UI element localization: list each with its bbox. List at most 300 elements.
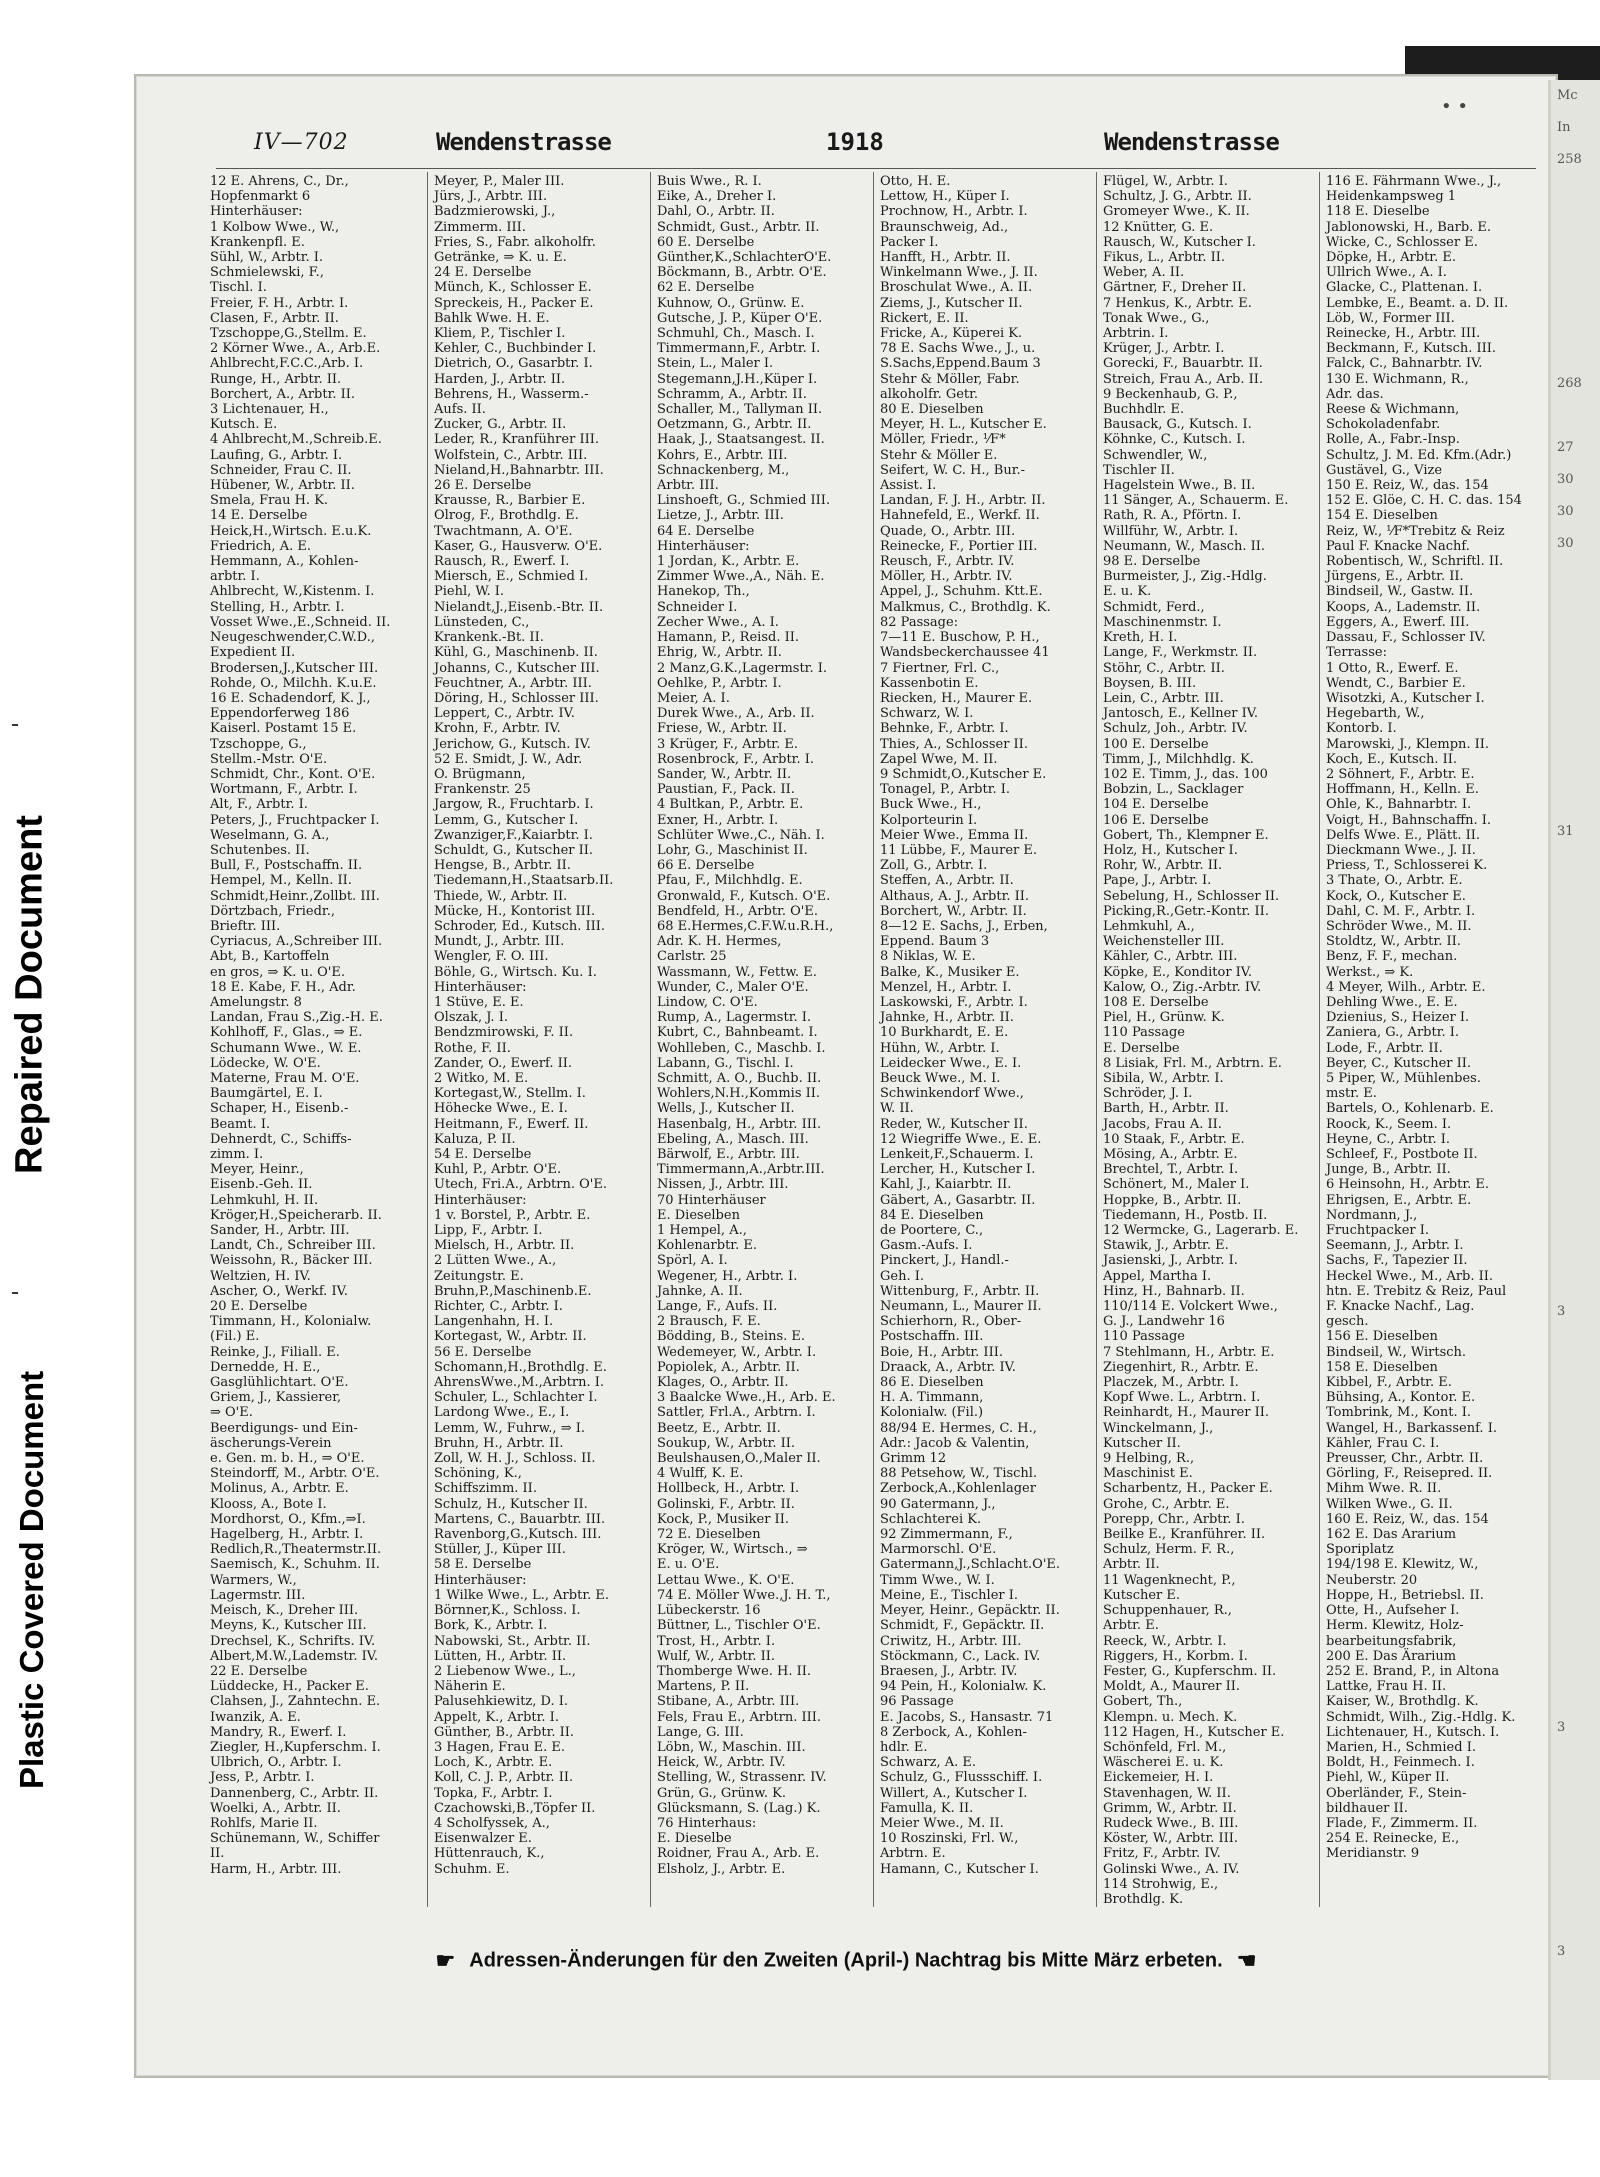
directory-entry: Delfs Wwe. E., Plätt. II.: [1326, 827, 1480, 843]
directory-entry: Pape, J., Arbtr. I.: [1103, 873, 1212, 889]
directory-entry: Lüddecke, H., Packer E.: [210, 1679, 369, 1695]
strip-fragment: [1557, 1648, 1600, 1680]
directory-entry: Pfau, F., Milchhdlg. E.: [657, 873, 803, 889]
directory-entry: Picking,R.,Getr.-Kontr. II.: [1103, 903, 1269, 919]
directory-entry: Rohlfs, Marie II.: [210, 1815, 318, 1831]
strip-fragment: [1557, 1872, 1600, 1904]
directory-entry: Schmuhl, Ch., Masch. I.: [657, 326, 815, 342]
running-title-right: Wendenstrasse: [1104, 128, 1279, 156]
directory-entry: Mücke, H., Kontorist III.: [434, 903, 596, 919]
directory-entry: Löbn, W., Maschin. III.: [657, 1739, 806, 1755]
directory-entry: Marmorschl. O'E.: [880, 1542, 997, 1558]
directory-entry: 54 E. Derselbe: [434, 1147, 532, 1162]
directory-entry: Langenhahn, H. I.: [434, 1314, 554, 1330]
directory-entry: 86 E. Dieselben: [880, 1375, 984, 1391]
directory-entry: Landan, Frau S.,Zig.-H. E.: [210, 1010, 383, 1026]
strip-fragment: [1557, 1424, 1600, 1456]
directory-entry: Sühl, W., Arbtr. I.: [210, 250, 324, 266]
directory-entry: Hüttenrauch, K.,: [434, 1846, 545, 1862]
strip-fragment: [1557, 336, 1600, 368]
directory-entry: Schmidt, Gust., Arbtr. II.: [657, 219, 820, 235]
directory-entry: Hübener, W., Arbtr. II.: [210, 478, 355, 494]
directory-entry: 24 E. Derselbe: [434, 265, 532, 281]
directory-entry: 1 Stüve, E. E.: [434, 994, 524, 1010]
directory-entry: Stöckmann, C., Lack. IV.: [880, 1648, 1041, 1664]
directory-entry: Feuchtner, A., Arbtr. III.: [434, 675, 592, 691]
directory-entry: Stehr & Möller, Fabr.: [880, 371, 1020, 387]
directory-entry: 98 E. Derselbe: [1103, 554, 1201, 570]
directory-entry: Löb, W., Former III.: [1326, 310, 1455, 326]
directory-entry: Lange, F., Aufs. II.: [657, 1299, 778, 1315]
directory-entry: 4 Meyer, Wilh., Arbtr. E.: [1326, 979, 1486, 995]
directory-entry: Zoll, W. H. J., Schloss. II.: [434, 1451, 596, 1467]
directory-entry: Rothe, F. II.: [434, 1040, 511, 1056]
strip-fragment: [1557, 1360, 1600, 1392]
directory-entry: Kutscher E.: [1103, 1587, 1181, 1603]
directory-entry: Mordhorst, O., Kfm.,⇒I.: [210, 1511, 366, 1527]
directory-entry: 16 E. Schadendorf, K. J.,: [210, 690, 371, 706]
directory-entry: 82 Passage:: [880, 614, 959, 630]
directory-entry: Warmers, W.,: [210, 1572, 297, 1588]
directory-entry: Wortmann, F., Arbtr. I.: [210, 782, 358, 798]
directory-entry: Arbtr. II.: [1103, 1557, 1160, 1573]
directory-entry: Schmitt, A. O., Buchb. II.: [657, 1070, 822, 1086]
directory-entry: Heckel Wwe., M., Arb. II.: [1326, 1268, 1494, 1284]
directory-entry: Jargow, R., Fruchtarb. I.: [434, 797, 594, 813]
directory-entry: Gasglühlichtart. O'E.: [210, 1375, 349, 1391]
directory-entry: Stibane, A., Arbtr. III.: [657, 1694, 800, 1710]
directory-entry: 1 Hempel, A.,: [657, 1223, 747, 1239]
directory-entry: Zwanziger,F.,Kaiarbtr. I.: [434, 827, 593, 843]
strip-fragment: In: [1557, 120, 1571, 135]
directory-entry: Quade, O., Arbtr. III.: [880, 523, 1016, 539]
pointing-hand-icon: ☛: [435, 1948, 456, 1973]
directory-entry: 114 Strohwig, E.,: [1103, 1876, 1219, 1892]
directory-entry: Kock, P., Musiker II.: [657, 1511, 789, 1527]
directory-entry: Packer I.: [880, 234, 939, 250]
directory-entry: 78 E. Sachs Wwe., J., u.: [880, 341, 1036, 357]
edge-mark: • •: [1441, 96, 1468, 117]
directory-entry: Falck, C., Bahnarbtr. IV.: [1326, 356, 1483, 372]
directory-entry: Günther,K.,SchlachterO'E.: [657, 250, 832, 266]
directory-entry: Getränke, ⇒ K. u. E.: [434, 250, 567, 266]
page-number: IV—702: [254, 130, 349, 155]
directory-entry: Junge, B., Arbtr. II.: [1326, 1162, 1451, 1178]
directory-entry: Mielsch, H., Arbtr. II.: [434, 1238, 575, 1254]
directory-entry: Beetz, E., Arbtr. II.: [657, 1420, 781, 1436]
directory-entry: Meyer, Heinr.,: [210, 1162, 304, 1178]
directory-entry: E. u. K.: [1103, 584, 1152, 600]
directory-entry: Jahnke, H., Arbtr. II.: [880, 1010, 1014, 1026]
directory-entry: Stöhr, C., Arbtr. II.: [1103, 660, 1225, 676]
directory-entry: Otte, H., Aufseher I.: [1326, 1603, 1460, 1619]
directory-entry: Tischler II.: [1103, 462, 1175, 478]
directory-entry: Barth, H., Arbtr. II.: [1103, 1101, 1229, 1117]
directory-entry: Kuhnow, O., Grünw. E.: [657, 295, 805, 311]
directory-entry: Hinterhäuser:: [434, 979, 527, 995]
directory-entry: Dassau, F., Schlosser IV.: [1326, 630, 1486, 646]
directory-entry: Gorecki, F., Bauarbtr. II.: [1103, 356, 1263, 372]
strip-fragment: 30: [1557, 472, 1574, 487]
directory-entry: Timm, J., Milchhdlg. K.: [1103, 751, 1254, 767]
directory-entry: 110 Passage: [1103, 1329, 1185, 1345]
directory-entry: Labann, G., Tischl. I.: [657, 1055, 794, 1071]
directory-entry: Hinterhäuser:: [434, 1192, 527, 1208]
directory-entry: äscherungs-Verein: [210, 1435, 332, 1451]
directory-entry: Jerichow, G., Kutsch. IV.: [434, 736, 591, 752]
directory-entry: Bendfeld, H., Arbtr. O'E.: [657, 903, 818, 919]
directory-entry: mstr. E.: [1326, 1086, 1377, 1102]
directory-entry: 5 Piper, W., Mühlenbes.: [1326, 1070, 1481, 1086]
directory-entry: Dehling Wwe., E. E.: [1326, 994, 1458, 1010]
directory-entry: Popiolek, A., Arbtr. II.: [657, 1359, 800, 1375]
directory-entry: Kutscher II.: [1103, 1435, 1181, 1451]
directory-entry: Maschinenmstr. I.: [1103, 614, 1222, 630]
directory-entry: Moldt, A., Maurer II.: [1103, 1679, 1240, 1695]
directory-entry: Hoppe, H., Betriebsl. II.: [1326, 1587, 1484, 1603]
directory-entry: Gasm.-Aufs. I.: [880, 1238, 973, 1254]
directory-entry: Kock, O., Kutscher E.: [1326, 888, 1466, 904]
directory-entry: Ziegenhirt, R., Arbtr. E.: [1103, 1359, 1259, 1375]
directory-entry: Gustävel, G., Vize: [1326, 462, 1443, 478]
directory-entry: Leidecker Wwe., E. I.: [880, 1055, 1022, 1071]
directory-entry: Amelungstr. 8: [210, 994, 302, 1010]
directory-entry: Fricke, A., Küperei K.: [880, 326, 1023, 342]
directory-entry: Grohe, C., Arbtr. E.: [1103, 1496, 1230, 1512]
directory-entry: Nieland,H.,Bahnarbtr. III.: [434, 462, 604, 478]
directory-entry: Postschaffn. III.: [880, 1329, 984, 1345]
directory-entry: Braunschweig, Ad.,: [880, 219, 1009, 235]
strip-fragment: [1557, 848, 1600, 880]
strip-fragment: [1557, 1904, 1600, 1936]
directory-entry: Rickert, E. II.: [880, 310, 969, 326]
directory-entry: Schuldt, G., Kutscher II.: [434, 842, 594, 858]
directory-entry: Martens, P. II.: [657, 1679, 750, 1695]
directory-entry: Lardong Wwe., E., I.: [434, 1405, 570, 1421]
directory-entry: Grimm 12: [880, 1451, 947, 1467]
directory-entry: Hoppke, B., Arbtr. II.: [1103, 1192, 1242, 1208]
directory-entry: Lohr, G., Maschinist II.: [657, 842, 808, 858]
directory-entry: 72 E. Dieselben: [657, 1527, 761, 1543]
directory-entry: Lichtenauer, H., Kutsch. I.: [1326, 1724, 1500, 1740]
directory-entry: Sachs, F., Tapezier II.: [1326, 1253, 1468, 1269]
directory-entry: 11 Lübbe, F., Maurer E.: [880, 842, 1037, 858]
directory-entry: 4 Scholfyssek, A.,: [434, 1815, 550, 1831]
directory-entry: Menzel, H., Arbtr. I.: [880, 979, 1012, 995]
directory-entry: Materne, Frau M. O'E.: [210, 1070, 360, 1086]
directory-entry: 2 Brausch, F. E.: [657, 1314, 761, 1330]
directory-entry: Behnke, F., Arbtr. I.: [880, 721, 1009, 737]
directory-entry: 1 Wilke Wwe., L., Arbtr. E.: [434, 1587, 609, 1603]
directory-entry: Klooss, A., Bote I.: [210, 1496, 327, 1512]
directory-entry: Timmermann,F., Arbtr. I.: [657, 341, 821, 357]
directory-entry: 162 E. Das Ararium: [1326, 1527, 1457, 1543]
directory-entry: Schultz, J. M. Ed. Kfm.(Adr.): [1326, 447, 1512, 463]
strip-fragment: 30: [1557, 504, 1574, 519]
directory-entry: Ohle, K., Bahnarbtr. I.: [1326, 797, 1472, 813]
directory-entry: Friedrich, A. E.: [210, 538, 311, 554]
directory-entry: 110/114 E. Volckert Wwe.,: [1103, 1299, 1278, 1315]
directory-entry: Hamann, C., Kutscher I.: [880, 1861, 1039, 1877]
directory-entry: Tombrink, M., Kont. I.: [1326, 1405, 1472, 1421]
directory-entry: Stelling, H., Arbtr. I.: [210, 599, 345, 615]
directory-entry: Schnackenberg, M.,: [657, 462, 790, 478]
strip-fragment: [1557, 1136, 1600, 1168]
directory-entry: Schuppenhauer, R.,: [1103, 1603, 1232, 1619]
directory-entry: Beulshausen,O.,Maler II.: [657, 1451, 821, 1467]
directory-entry: Soukup, W., Arbtr. II.: [657, 1435, 796, 1451]
directory-entry: 26 E. Derselbe: [434, 478, 532, 494]
directory-entry: Landan, F. J. H., Arbtr. II.: [880, 493, 1046, 509]
strip-fragment: [1557, 1584, 1600, 1616]
directory-entry: Adr.: Jacob & Valentin,: [880, 1435, 1030, 1451]
directory-entry: 4 Bultkan, P., Arbtr. E.: [657, 797, 804, 813]
directory-entry: htn. E. Trebitz & Reiz, Paul: [1326, 1283, 1507, 1299]
directory-entry: Kopf Wwe. L., Arbtrn. I.: [1103, 1390, 1261, 1406]
directory-entry: Kohrs, E., Arbtr. III.: [657, 447, 788, 463]
directory-entry: Schlüter Wwe.,C., Näh. I.: [657, 827, 825, 843]
directory-entry: Appelt, K., Arbtr. I.: [434, 1709, 559, 1725]
directory-entry: Famulla, K. II.: [880, 1800, 974, 1816]
directory-entry: Ascher, O., Werkf. IV.: [210, 1283, 348, 1299]
directory-entry: Lünsteden, C.,: [434, 614, 530, 630]
directory-entry: Wangel, H., Barkassenf. I.: [1326, 1420, 1497, 1436]
directory-entry: Schulz, Joh., Arbtr. IV.: [1103, 721, 1248, 737]
directory-entry: Meyns, K., Kutscher III.: [210, 1618, 367, 1634]
directory-entry: 68 E.Hermes,C.F.W.u.R.H.,: [657, 918, 834, 934]
directory-entry: Piehl, W. I.: [434, 584, 505, 600]
directory-entry: Zander, O., Ewerf. II.: [434, 1055, 573, 1071]
directory-entry: Heidenkampsweg 1: [1326, 189, 1457, 205]
directory-entry: Hinterhäuser:: [434, 1572, 527, 1588]
directory-entry: Aufs. II.: [434, 402, 486, 418]
directory-entry: Gronwald, F., Kutsch. O'E.: [657, 888, 831, 904]
directory-entry: Kröger, W., Wirtsch., ⇒: [657, 1542, 808, 1558]
directory-entry: Werkst., ⇒ K.: [1326, 964, 1414, 980]
directory-entry: 9 Schmidt,O.,Kutscher E.: [880, 766, 1047, 782]
directory-entry: Kähler, C., Arbtr. III.: [1103, 949, 1238, 965]
directory-entry: Lipp, F., Arbtr. I.: [434, 1223, 543, 1239]
directory-entry: Timmann, H., Kolonialw.: [210, 1314, 372, 1330]
directory-entry: Johanns, C., Kutscher III.: [434, 660, 600, 676]
directory-entry: Lode, F., Arbtr. II.: [1326, 1040, 1443, 1056]
directory-entry: Spreckeis, H., Packer E.: [434, 295, 594, 311]
directory-entry: F. Knacke Nachf., Lag.: [1326, 1299, 1475, 1315]
directory-entry: Schleef, F., Postbote II.: [1326, 1147, 1478, 1162]
directory-entry: Nissen, J., Arbtr. III.: [657, 1177, 789, 1193]
directory-entry: Borchert, A., Arbtr. II.: [210, 386, 356, 402]
directory-entry: E. Jacobs, S., Hansastr. 71: [880, 1709, 1054, 1725]
directory-entry: Miersch, E., Schmied I.: [434, 569, 589, 585]
directory-entry: Gatermann,J.,Schlacht.O'E.: [880, 1557, 1061, 1573]
directory-entry: Rausch, W., Kutscher I.: [1103, 234, 1256, 250]
directory-entry: Jantosch, E., Kellner IV.: [1103, 706, 1259, 722]
directory-entry: 56 E. Derselbe: [434, 1344, 532, 1360]
directory-entry: Rump, A., Lagermstr. I.: [657, 1010, 812, 1026]
directory-entry: Vosset Wwe.,E.,Schneid. II.: [210, 614, 391, 630]
directory-entry: 3 Baalcke Wwe.,H., Arb. E.: [657, 1390, 836, 1406]
directory-entry: Gäbert, A., Gasarbtr. II.: [880, 1192, 1036, 1208]
directory-entry: Kolonialw. (Fil.): [880, 1405, 984, 1421]
directory-entry: Kohlhoff, F., Glas., ⇒ E.: [210, 1025, 363, 1041]
directory-entry: 1 Kolbow Wwe., W.,: [210, 219, 340, 235]
directory-entry: 200 E. Das Ärarium: [1326, 1648, 1457, 1664]
directory-entry: gesch.: [1326, 1314, 1369, 1330]
directory-entry: Eggers, A., Ewerf. III.: [1326, 614, 1470, 630]
directory-entry: Sattler, Frl.A., Arbtrn. I.: [657, 1405, 816, 1421]
directory-entry: Gobert, Th., Klempner E.: [1103, 827, 1269, 843]
directory-entry: Beilke E., Kranführer. II.: [1103, 1527, 1266, 1543]
directory-entry: Jahnke, A. II.: [657, 1283, 743, 1299]
directory-entry: Hanekop, Th.,: [657, 584, 750, 600]
directory-entry: Redlich,R.,Theatermstr.II.: [210, 1542, 382, 1558]
directory-entry: 3 Krüger, F., Arbtr. E.: [657, 736, 798, 752]
strip-fragment: [1557, 656, 1600, 688]
directory-entry: 18 E. Kabe, F. H., Adr.: [210, 979, 356, 995]
directory-entry: Bindseil, W., Gastw. II.: [1326, 584, 1474, 600]
directory-entry: Böckmann, B., Arbtr. O'E.: [657, 265, 827, 281]
directory-entry: Grün, G., Grünw. K.: [657, 1785, 786, 1801]
directory-entry: Broschulat Wwe., A. II.: [880, 280, 1033, 296]
directory-entry: Cyriacus, A.,Schreiber III.: [210, 934, 383, 950]
directory-entry: 154 E. Dieselben: [1326, 508, 1438, 524]
directory-entry: 8 Niklas, W. E.: [880, 949, 976, 965]
directory-entry: Arbtrin. I.: [1103, 326, 1169, 342]
directory-entry: Utech, Fri.A., Arbtrn. O'E.: [434, 1177, 607, 1193]
directory-entry: Hollbeck, H., Arbtr. I.: [657, 1481, 800, 1497]
directory-entry: Stegemann,J.H.,Küper I.: [657, 371, 818, 387]
directory-entry: Herm. Klewitz, Holz-: [1326, 1618, 1464, 1634]
directory-entry: Buis Wwe., R. I.: [657, 174, 762, 189]
directory-entry: 2 Lütten Wwe., A.,: [434, 1253, 557, 1269]
directory-entry: 1 Otto, R., Ewerf. E.: [1326, 660, 1459, 676]
directory-entry: Bobzin, L., Sacklager: [1103, 782, 1244, 798]
directory-entry: E. u. O'E.: [657, 1557, 720, 1573]
directory-entry: Schutenbes. II.: [210, 842, 310, 858]
directory-entry: 64 E. Derselbe: [657, 523, 755, 539]
directory-entry: Haak, J., Staatsangest. II.: [657, 432, 825, 448]
strip-fragment: [1557, 688, 1600, 720]
directory-entry: 74 E. Möller Wwe.,J. H. T.,: [657, 1587, 831, 1603]
directory-entry: Döpke, H., Arbtr. E.: [1326, 250, 1456, 266]
directory-entry: Steffen, A., Arbtr. II.: [880, 873, 1014, 889]
directory-entry: Wengler, F. O. III.: [434, 949, 549, 965]
directory-entry: 70 Hinterhäuser: [657, 1192, 766, 1208]
adjacent-page-strip: [1548, 80, 1600, 2080]
plastic-covered-document-label: Plastic Covered Document: [13, 1370, 50, 1790]
directory-entry: Kontorb. I.: [1326, 721, 1397, 737]
directory-entry: alkoholfr. Getr.: [880, 386, 979, 402]
directory-entry: Borchert, W., Arbtr. II.: [880, 903, 1027, 919]
directory-entry: 1 v. Borstel, P., Arbtr. E.: [434, 1207, 591, 1223]
directory-entry: Zimmer Wwe.,A., Näh. E.: [657, 569, 825, 585]
directory-entry: Ehrigsen, E., Arbtr. E.: [1326, 1192, 1472, 1208]
directory-entry: Ehrig, W., Arbtr. II.: [657, 645, 782, 661]
directory-entry: Riggers, H., Korbm. I.: [1103, 1648, 1248, 1664]
directory-entry: Tonagel, P., Arbtr. I.: [880, 782, 1011, 798]
directory-entry: Behrens, H., Wasserm.-: [434, 386, 589, 402]
directory-entry: Schomann,H.,Brothdlg. E.: [434, 1359, 607, 1375]
directory-entry: Stoldtz, W., Arbtr. II.: [1326, 934, 1461, 950]
directory-entry: Oehlke, P., Arbtr. I.: [657, 675, 782, 691]
directory-entry: Freier, F. H., Arbtr. I.: [210, 295, 349, 311]
directory-entry: Ravenborg,G.,Kutsch. III.: [434, 1527, 602, 1543]
directory-entry: Rosenbrock, F., Arbtr. I.: [657, 751, 814, 767]
directory-entry: Ziems, J., Kutscher II.: [880, 295, 1023, 311]
directory-entry: Althaus, A. J., Arbtr. II.: [880, 888, 1030, 904]
directory-entry: 90 Gatermann, J.,: [880, 1496, 996, 1512]
directory-entry: Trost, H., Arbtr. I.: [657, 1633, 776, 1649]
directory-entry: Eisenb.-Geh. II.: [210, 1177, 313, 1193]
directory-entry: 104 E. Derselbe: [1103, 797, 1209, 813]
directory-entry: Brothdlg. K.: [1103, 1891, 1184, 1907]
directory-entry: Golinski Wwe., A. IV.: [1103, 1861, 1240, 1877]
directory-entry: Schröder Wwe., M. II.: [1326, 918, 1472, 934]
strip-fragment: [1557, 592, 1600, 624]
strip-fragment: [1557, 272, 1600, 304]
directory-entry: Landt, Ch., Schreiber III.: [210, 1238, 376, 1254]
directory-entry: Rausch, R., Ewerf. I.: [434, 554, 570, 570]
strip-fragment: [1557, 1008, 1600, 1040]
directory-entry: Adr. das.: [1326, 386, 1384, 402]
directory-entry: 116 E. Fährmann Wwe., J.,: [1326, 174, 1502, 189]
directory-entry: 8 Lisiak, Frl. M., Arbtrn. E.: [1103, 1055, 1282, 1071]
directory-entry: Böhle, G., Wirtsch. Ku. I.: [434, 964, 597, 980]
directory-entry: Lehmkuhl, H. II.: [210, 1192, 319, 1208]
directory-entry: 88/94 E. Hermes, C. H.,: [880, 1420, 1037, 1436]
directory-entry: Otto, H. E.: [880, 174, 951, 189]
directory-entry: Fikus, L., Arbtr. II.: [1103, 250, 1225, 266]
directory-entry: Mundt, J., Arbtr. III.: [434, 934, 565, 950]
directory-entry: G. J., Landwehr 16: [1103, 1314, 1225, 1330]
directory-entry: 8—12 E. Sachs, J., Erben,: [880, 918, 1048, 934]
directory-entry: Thiede, W., Arbtr. II.: [434, 888, 568, 904]
directory-entry: Lettau Wwe., K. O'E.: [657, 1572, 795, 1588]
directory-entry: Kibbel, F., Arbtr. E.: [1326, 1375, 1452, 1391]
directory-entry: 2 Körner Wwe., A., Arb.E.: [210, 341, 381, 357]
directory-entry: 9 Helbing, R.,: [1103, 1451, 1195, 1467]
directory-entry: Bull, F., Postschaffn. II.: [210, 858, 363, 874]
directory-entry: Eickemeier, H. I.: [1103, 1770, 1214, 1786]
directory-entry: Hemmann, A., Kohlen-: [210, 554, 359, 570]
directory-entry: Kortegast,W., Stellm. I.: [434, 1086, 586, 1102]
directory-entry: Meier Wwe., Emma II.: [880, 827, 1029, 843]
directory-entry: 10 Roszinski, Frl. W.,: [880, 1831, 1019, 1847]
strip-fragment: [1557, 1456, 1600, 1488]
directory-entry: H. A. Timmann,: [880, 1390, 984, 1406]
directory-entry: Kliem, P., Tischler I.: [434, 326, 566, 342]
directory-entry: Roock, K., Seem. I.: [1326, 1116, 1452, 1132]
strip-fragment: [1557, 1264, 1600, 1296]
directory-entry: Sander, H., Arbtr. III.: [210, 1223, 350, 1239]
directory-entry: 22 E. Derselbe: [210, 1663, 308, 1679]
directory-entry: Eike, A., Dreher I.: [657, 189, 777, 205]
directory-entry: 7—11 E. Buschow, P. H.,: [880, 630, 1040, 646]
directory-entry: Fester, G., Kupferschm. II.: [1103, 1663, 1277, 1679]
strip-fragment: [1557, 208, 1600, 240]
directory-entry: Weber, A. II.: [1103, 265, 1185, 281]
directory-entry: Dehnerdt, C., Schiffs-: [210, 1131, 352, 1147]
strip-fragment: [1557, 1168, 1600, 1200]
directory-entry: Koch, E., Kutsch. II.: [1326, 751, 1458, 767]
directory-entry: Meyer, P., Maler III.: [434, 174, 565, 189]
directory-entry: Wunder, C., Maler O'E.: [657, 979, 809, 995]
directory-entry: Boie, H., Arbtr. III.: [880, 1344, 1003, 1360]
directory-entry: Kuhl, P., Arbtr. O'E.: [434, 1162, 562, 1178]
directory-entry: Wicke, C., Schlosser E.: [1326, 234, 1478, 250]
directory-entry: 4 Ahlbrecht,M.,Schreib.E.: [210, 432, 382, 448]
directory-entry: Clahsen, J., Zahntechn. E.: [210, 1694, 381, 1710]
